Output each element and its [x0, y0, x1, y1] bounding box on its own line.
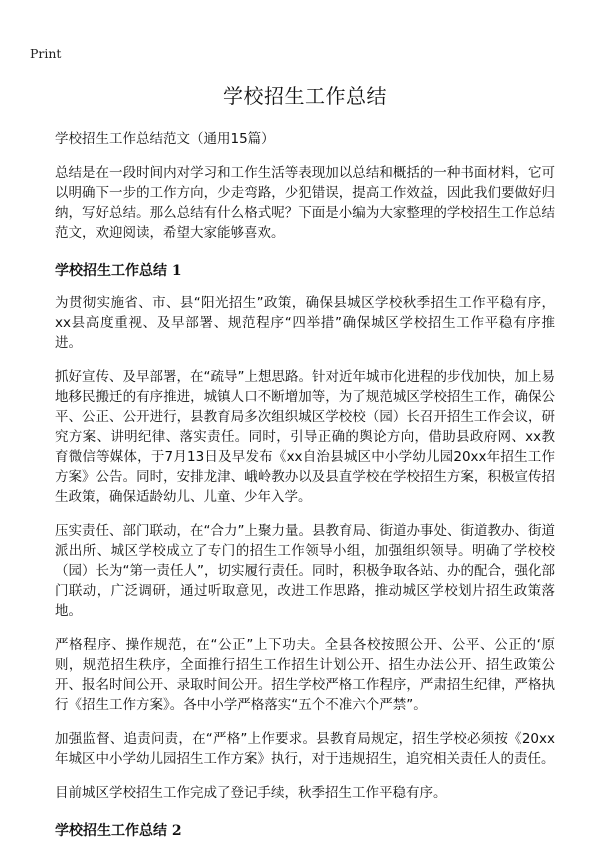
print-link[interactable]: Print [30, 46, 62, 61]
document-subtitle: 学校招生工作总结范文（通用15篇） [55, 131, 275, 147]
section-heading-1: 学校招生工作总结 1 [55, 263, 182, 279]
section1-paragraph-6: 目前城区学校招生工作完成了登记手续，秋季招生工作平稳有序。 [55, 785, 447, 801]
page-title: 学校招生工作总结 [223, 84, 387, 108]
section1-paragraph-3: 压实责任、部门联动，在“合力”上聚力量。县教育局、街道办事处、街道教办、街道派出所、城区学校成立了专门的招生工作领导小组，加强组织领导。明确了学校校（园）长为“第一责任人”，切实履行责任。同时，积极争取各站、办的配合，强化部门联动，广泛调研，通过听取意见，改进工作思路，推动城区学校划片招生政策落地。 [55, 523, 555, 619]
section1-paragraph-2: 抓好宣传、及早部署，在“疏导”上想思路。针对近年城市化进程的步伐加快，加上易地移民搬迁的有序推进，城镇人口不断增加等，为了规范城区学校招生工作，确保公平、公正、公开进行，县教育局多次组织城区学校校（园）长召开招生工作会议，研究方案、讲明纪律、落实责任。同时，引导正确的舆论方向，借助县政府网、xx教育微信等媒体，于7月13日及早发布《xx自治县城区中小学幼儿园20xx年招生工作方案》公告。同时，安排龙津、峨岭教办以及县直学校在学校招生方案，积极宣传招生政策，确保适龄幼儿、儿童、少年入学。 [55, 369, 555, 505]
document-body [55, 80, 555, 853]
section1-paragraph-4: 严格程序、操作规范，在“公正”上下功夫。全县各校按照公开、公平、公正的‘原则，规范招生秩序，全面推行招生工作招生计划公开、招生办法公开、招生政策公开、报名时间公开、录取时间公开。招生学校严格工作程序，严肃招生纪律，严格执行《招生工作方案》。各中小学严格落实“五个不准六个严禁”。 [55, 637, 555, 713]
section-heading-2: 学校招生工作总结 2 [55, 823, 182, 839]
section1-paragraph-5: 加强监督、追责问责，在“严格”上作要求。县教育局规定，招生学校必须按《20xx年城区中小学幼儿园招生工作方案》执行，对于违规招生，追究相关责任人的责任。 [55, 731, 555, 767]
section1-paragraph-1: 为贯彻实施省、市、县“阳光招生”政策，确保县城区学校秋季招生工作平稳有序，xx县高度重视、及早部署、规范程序“四举措”确保城区学校招生工作平稳有序推进。 [55, 295, 555, 351]
intro-paragraph: 总结是在一段时间内对学习和工作生活等表现加以总结和概括的一种书面材料，它可以明确下一步的工作方向，少走弯路，少犯错误，提高工作效益，因此我们要做好归纳，写好总结。那么总结有什么格式呢？下面是小编为大家整理的学校招生工作总结范文，欢迎阅读，希望大家能够喜欢。 [55, 165, 555, 241]
